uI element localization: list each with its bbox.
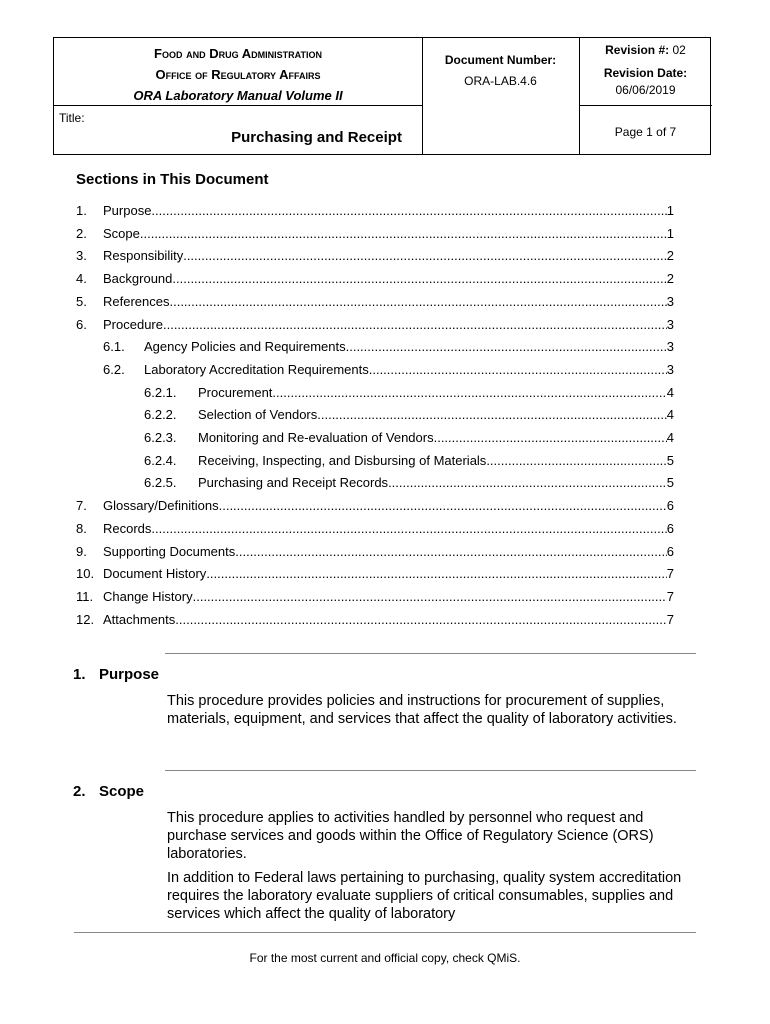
manual-name: ORA Laboratory Manual Volume II: [133, 88, 343, 103]
header-divider: [579, 105, 712, 106]
toc-item[interactable]: [0, 360, 770, 380]
toc-item-page: 3: [666, 316, 674, 332]
toc-item-label: Attachments: [103, 611, 176, 627]
toc-item-page: 2: [666, 248, 674, 264]
toc-leader-dots: [369, 360, 667, 380]
toc-leader-dots: [163, 315, 667, 335]
toc-item-label: Scope: [103, 225, 140, 241]
toc-item-page: 3: [666, 361, 674, 377]
toc-item-label: Document History: [103, 566, 207, 582]
toc-leader-dots: [175, 610, 667, 630]
toc-item-label: Receiving, Inspecting, and Disbursing of Materials: [198, 452, 487, 468]
toc-item-number: 3.: [76, 248, 87, 264]
toc-item-number: 1.: [76, 203, 87, 218]
section-number: 1.: [73, 666, 86, 683]
scope-text: This procedure applies to activities handled by personnel who request and purchase services and goods within the Office of Regulatory Science (ORS) laboratories.: [167, 810, 654, 862]
toc-item-number: 8.: [76, 520, 87, 536]
toc-item-label: Laboratory Accreditation Requirements: [144, 361, 369, 377]
toc-item-label: Glossary/Definitions: [103, 498, 219, 514]
toc-item-page: 6: [666, 520, 674, 536]
toc-item-page: 1: [666, 225, 674, 241]
toc-item-page: 2: [666, 271, 674, 287]
scope-text: In addition to Federal laws pertaining to purchasing, quality system accreditation requires the laboratory evaluate suppliers of critical consumables, supplies and services which affect the quality of laboratory: [167, 870, 682, 922]
toc-item-page: 5: [666, 452, 674, 468]
document-header: [53, 37, 711, 155]
toc-item-page: 6: [666, 543, 674, 559]
toc-item-page: 3: [666, 339, 674, 355]
revision-value: 02: [672, 43, 686, 57]
toc-item[interactable]: [0, 246, 770, 266]
toc-item[interactable]: [0, 201, 770, 221]
toc-item-label: Change History: [103, 588, 193, 604]
toc-item[interactable]: [0, 269, 770, 289]
toc-item-label: Purpose: [103, 203, 152, 218]
toc-item[interactable]: [0, 542, 770, 562]
toc-leader-dots: [346, 337, 667, 357]
toc-item-number: 6.2.: [103, 361, 125, 377]
toc-item-page: 4: [666, 430, 674, 445]
toc-item-number: 5.: [76, 293, 87, 309]
toc-leader-dots: [151, 201, 666, 221]
toc-item[interactable]: [0, 519, 770, 539]
toc-leader-dots: [219, 496, 667, 516]
toc-item-label: Records: [103, 520, 152, 536]
toc-item-label: Procedure: [103, 316, 163, 332]
toc-item-page: 4: [666, 407, 674, 423]
toc-item[interactable]: [0, 383, 770, 403]
toc-item-number: 9.: [76, 543, 87, 559]
toc-item-number: 4.: [76, 271, 87, 287]
section-title: Purpose: [99, 666, 160, 683]
toc-item-label: Background: [103, 271, 173, 287]
toc-item[interactable]: [0, 292, 770, 312]
footer-separator: [74, 932, 696, 933]
toc-item-page: 6: [666, 498, 674, 514]
toc-leader-dots: [434, 428, 667, 448]
toc-item-number: 11.: [76, 588, 94, 604]
toc-leader-dots: [151, 519, 666, 539]
page-info: Page 1 of 7: [614, 125, 677, 139]
toc-item-page: 1: [666, 203, 674, 218]
toc-item-label: Agency Policies and Requirements: [144, 339, 346, 355]
toc-item-label: Responsibility: [103, 248, 184, 264]
toc-item-page: 3: [666, 293, 674, 309]
doc-number: ORA-LAB.4.6: [464, 74, 537, 88]
section-separator: [165, 770, 696, 771]
revision-label: Revision #:: [605, 43, 670, 57]
toc-item[interactable]: [0, 496, 770, 516]
header-divider: [54, 105, 422, 106]
toc-item[interactable]: [0, 610, 770, 630]
toc-item-label: Selection of Vendors: [198, 407, 318, 423]
toc-item-number: 10.: [76, 566, 95, 582]
toc-item[interactable]: [0, 451, 770, 471]
toc-item-page: 7: [666, 611, 674, 627]
toc-leader-dots: [486, 451, 666, 471]
agency-name: Food and Drug Administration: [154, 46, 322, 61]
toc-leader-dots: [169, 292, 666, 312]
toc-item[interactable]: [0, 473, 770, 493]
toc-item-page: 7: [666, 588, 674, 604]
toc-item-number: 6.: [76, 316, 87, 332]
toc-leader-dots: [235, 542, 667, 562]
toc-item-page: 5: [666, 475, 674, 491]
title-label: Title:: [59, 111, 85, 125]
section-separator: [165, 653, 696, 654]
toc-leader-dots: [183, 246, 667, 266]
toc-leader-dots: [388, 473, 667, 493]
toc-item[interactable]: [0, 405, 770, 425]
section-title: Scope: [99, 783, 145, 800]
toc-item-label: Monitoring and Re-evaluation of Vendors: [198, 430, 434, 445]
toc-item[interactable]: [0, 587, 770, 607]
toc-leader-dots: [272, 383, 666, 403]
toc-leader-dots: [172, 269, 666, 289]
toc-item[interactable]: [0, 564, 770, 584]
toc-item[interactable]: [0, 224, 770, 244]
section-number: 2.: [73, 783, 86, 800]
revision-date: 06/06/2019: [615, 83, 676, 97]
revision-date-label: Revision Date:: [603, 66, 688, 80]
toc-item[interactable]: [0, 337, 770, 357]
office-name: Office of Regulatory Affairs: [155, 67, 321, 82]
toc-heading: Sections in This Document: [76, 171, 269, 188]
toc-item-label: Supporting Documents: [103, 543, 236, 559]
toc-leader-dots: [317, 405, 667, 425]
doc-number-label: Document Number:: [444, 53, 557, 67]
toc-item-number: 7.: [76, 498, 87, 514]
toc-item-page: 7: [666, 566, 674, 582]
toc-item-label: Purchasing and Receipt Records: [198, 475, 389, 491]
toc-item-number: 6.2.3.: [144, 430, 177, 445]
toc-item-number: 2.: [76, 225, 87, 241]
toc-item-label: Procurement: [198, 384, 273, 400]
toc-item-label: References: [103, 293, 170, 309]
toc-item-number: 6.2.2.: [144, 407, 177, 423]
footer-note: For the most current and official copy, check QMiS.: [249, 951, 521, 965]
toc-item-number: 12.: [76, 611, 95, 627]
toc-item[interactable]: [0, 315, 770, 335]
document-title: Purchasing and Receipt: [231, 129, 402, 146]
revision-number: [579, 43, 712, 57]
toc-item-number: 6.2.5.: [144, 475, 177, 491]
toc-item-number: 6.2.4.: [144, 452, 177, 468]
toc-item-number: 6.2.1.: [144, 384, 177, 400]
toc-item[interactable]: [0, 428, 770, 448]
toc-item-number: 6.1.: [103, 339, 125, 355]
purpose-text: This procedure provides policies and instructions for procurement of supplies, materials, equipment, and services that affect the quality of laboratory activities.: [167, 693, 677, 727]
toc-leader-dots: [193, 587, 667, 607]
toc-item-page: 4: [666, 384, 674, 400]
toc-leader-dots: [206, 564, 666, 584]
toc-leader-dots: [140, 224, 667, 244]
